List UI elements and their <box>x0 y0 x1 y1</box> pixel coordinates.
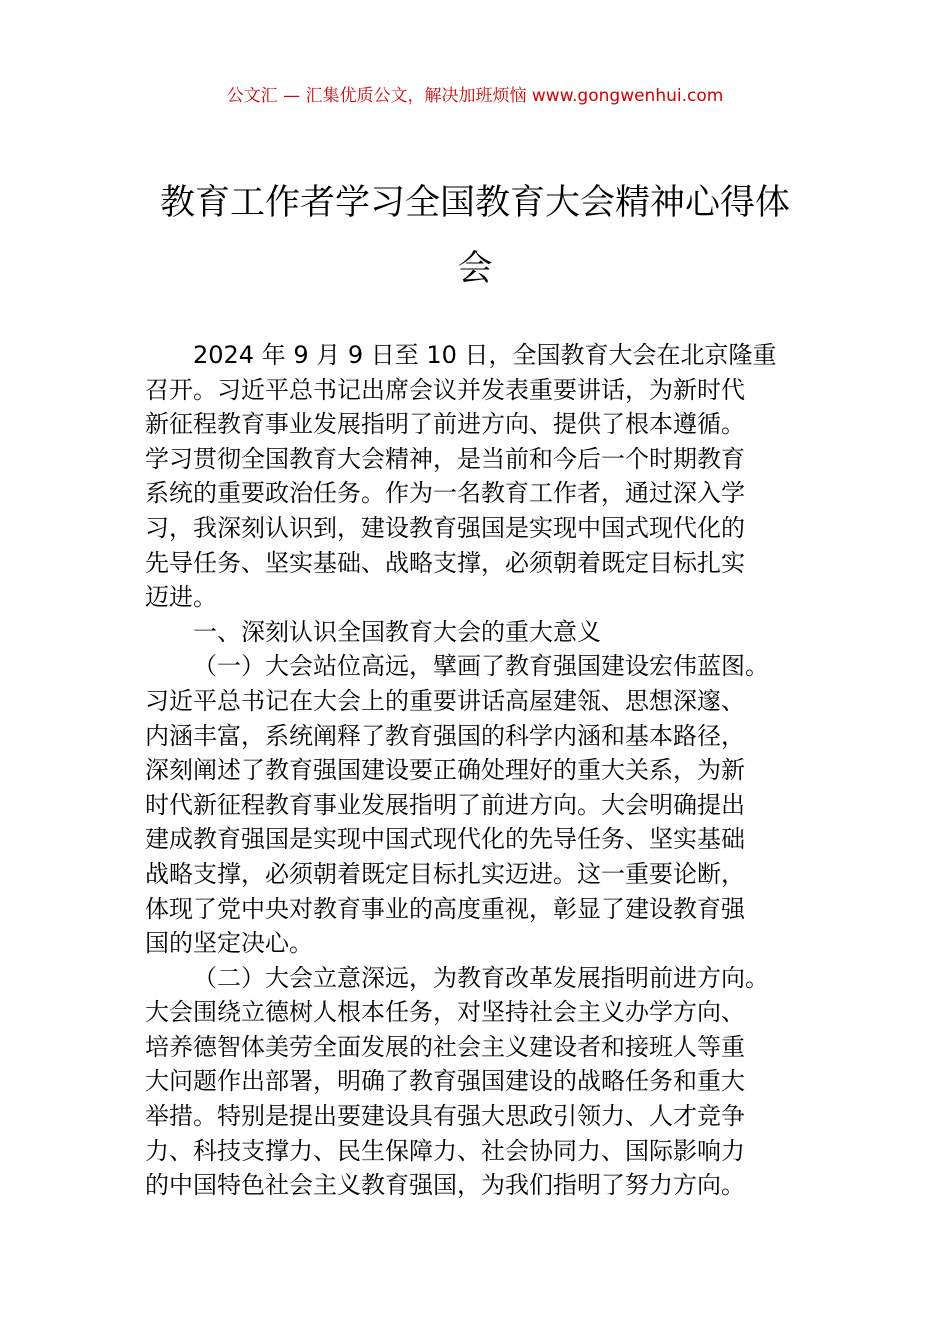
text-line: 召开。习近平总书记出席会议并发表重要讲话，为新时代 <box>145 375 745 404</box>
text-line: 体现了党中央对教育事业的高度重视，彰显了建设教育强 <box>145 894 745 923</box>
header-banner: 公文汇 — 汇集优质公文，解决加班烦恼 www.gongwenhui.com <box>226 86 724 106</box>
paragraph-1 <box>145 649 809 960</box>
text-line: 力、科技支撑力、民生保障力、社会协同力、国际影响力 <box>145 1136 745 1165</box>
text-line: 迈进。 <box>145 583 217 612</box>
text-line: 的中国特色社会主义教育强国，为我们指明了努力方向。 <box>145 1171 745 1200</box>
text-line: 培养德智体美劳全面发展的社会主义建设者和接班人等重 <box>145 1032 745 1061</box>
title-line-1: 教育工作者学习全国教育大会精神心得体 <box>159 183 790 223</box>
text-line: （一）大会站位高远，擘画了教育强国建设宏伟蓝图。 <box>193 652 769 681</box>
text-line: 习近平总书记在大会上的重要讲话高屋建瓴、思想深邃、 <box>145 686 745 715</box>
text-line: 时代新征程教育事业发展指明了前进方向。大会明确提出 <box>145 790 745 819</box>
heading-line: 一、深刻认识全国教育大会的重大意义 <box>193 617 601 646</box>
text-line: 深刻阐述了教育强国建设要正确处理好的重大关系，为新 <box>145 756 745 785</box>
document-body <box>145 338 809 1203</box>
text-line: 新征程教育事业发展指明了前进方向、提供了根本遵循。 <box>145 410 745 439</box>
text-line: 先导任务、坚实基础、战略支撑，必须朝着既定目标扎实 <box>145 548 745 577</box>
text-line: 内涵丰富，系统阐释了教育强国的科学内涵和基本路径， <box>145 721 745 750</box>
text-line: 举措。特别是提出要建设具有强大思政引领力、人才竞争 <box>145 1102 745 1131</box>
title-line-2: 会 <box>457 249 493 289</box>
text-line: （二）大会立意深远，为教育改革发展指明前进方向。 <box>193 963 769 992</box>
text-line: 国的坚定决心。 <box>145 929 313 958</box>
text-line: 习，我深刻认识到，建设教育强国是实现中国式现代化的 <box>145 513 745 542</box>
text-line: 2024 年 9 月 9 日至 10 日，全国教育大会在北京隆重 <box>193 341 777 369</box>
text-line: 系统的重要政治任务。作为一名教育工作者，通过深入学 <box>145 479 745 508</box>
document-title <box>145 170 805 302</box>
paragraph-intro <box>145 338 809 615</box>
section-heading-1 <box>145 615 809 650</box>
text-line: 建成教育强国是实现中国式现代化的先导任务、坚实基础 <box>145 825 745 854</box>
text-line: 大问题作出部署，明确了教育强国建设的战略任务和重大 <box>145 1067 745 1096</box>
paragraph-2 <box>145 961 809 1203</box>
text-line: 大会围绕立德树人根本任务，对坚持社会主义办学方向、 <box>145 998 745 1027</box>
text-line: 战略支撑，必须朝着既定目标扎实迈进。这一重要论断， <box>145 859 745 888</box>
text-line: 学习贯彻全国教育大会精神，是当前和今后一个时期教育 <box>145 444 745 473</box>
